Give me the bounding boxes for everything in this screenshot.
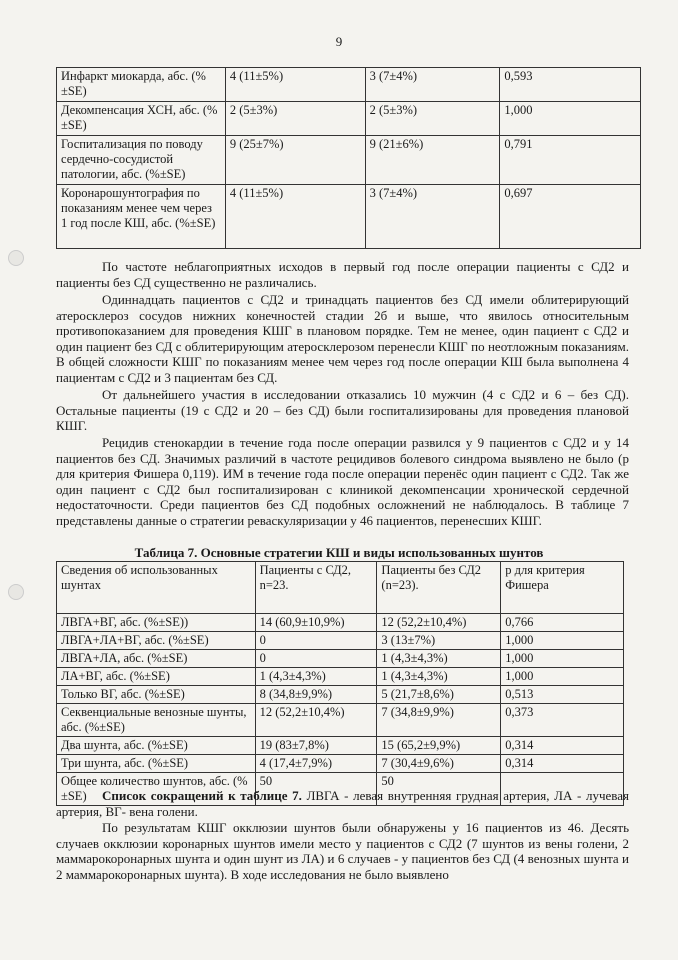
table-cell: 1,000 xyxy=(501,650,624,668)
table-cell: 3 (13±7%) xyxy=(377,632,501,650)
row-label: Декомпенсация ХСН, абс. (%±SE) xyxy=(57,102,226,136)
abbreviation-list xyxy=(56,788,629,819)
table-cell: 15 (65,2±9,9%) xyxy=(377,737,501,755)
table-row xyxy=(57,614,624,632)
table-cell: 7 (30,4±9,6%) xyxy=(377,755,501,773)
table-cell: 9 (25±7%) xyxy=(225,136,365,185)
table-cell: 1,000 xyxy=(501,668,624,686)
table-cell: 4 (11±5%) xyxy=(225,68,365,102)
shunts-table xyxy=(56,561,624,806)
table-cell: 4 (17,4±7,9%) xyxy=(255,755,377,773)
table-cell: 14 (60,9±10,9%) xyxy=(255,614,377,632)
column-header: Пациенты без СД2 (n=23). xyxy=(377,562,501,614)
row-label: Два шунта, абс. (%±SE) xyxy=(57,737,256,755)
table-cell: 12 (52,2±10,4%) xyxy=(377,614,501,632)
column-header: Пациенты с СД2, n=23. xyxy=(255,562,377,614)
row-label: Секвенциальные венозные шунты, абс. (%±SE) xyxy=(57,704,256,737)
table-row xyxy=(57,650,624,668)
table-cell: 2 (5±3%) xyxy=(365,102,500,136)
row-label: Только ВГ, абс. (%±SE) xyxy=(57,686,256,704)
row-label: ЛВГА+ЛА, абс. (%±SE) xyxy=(57,650,256,668)
table-cell: 4 (11±5%) xyxy=(225,185,365,249)
table-cell: 9 (21±6%) xyxy=(365,136,500,185)
table-row xyxy=(57,136,641,185)
table-row xyxy=(57,704,624,737)
table-cell: 0,314 xyxy=(501,737,624,755)
table-cell: 0 xyxy=(255,650,377,668)
table-cell: 0 xyxy=(255,632,377,650)
punch-hole xyxy=(8,250,24,266)
row-label: ЛА+ВГ, абс. (%±SE) xyxy=(57,668,256,686)
paragraph-4: Рецидив стенокардии в течение года после операции развился у 9 пациентов с СД2 и у 14 пациентов без СД. Значимых различий в частоте рецидивов болевого синдрома выявлено не было (p для критерия Фишера 0,119). ИМ в течение года после операции перенёс один пациент с СД2. Так же один пациент с СД2 был госпитализирован с клиникой декомпенсации хронической сердечной недостаточности. Среди пациентов без СД подобных осложнений не наблюдалось. В таблице 7 представлены данные о стратегии реваскуляризации у 46 пациентов, перенесших КШГ. xyxy=(56,435,629,528)
table-7-caption: Таблица 7. Основные стратегии КШ и виды использованных шунтов xyxy=(134,545,544,560)
table-cell: 0,314 xyxy=(501,755,624,773)
table-cell: 0,513 xyxy=(501,686,624,704)
table-row xyxy=(57,185,641,249)
table-cell: 0,373 xyxy=(501,704,624,737)
table-cell: 50 xyxy=(377,773,501,806)
table-cell: 50 xyxy=(255,773,377,806)
table-row xyxy=(57,632,624,650)
abbreviation-text: ЛВГА - левая внутренняя грудная артерия, ЛА - лучевая артерия, ВГ- вена голени. xyxy=(56,788,630,819)
table-row xyxy=(57,737,624,755)
table-cell: 7 (34,8±9,9%) xyxy=(377,704,501,737)
table-cell: 12 (52,2±10,4%) xyxy=(255,704,377,737)
column-header: Сведения об использованных шунтах xyxy=(57,562,256,614)
table-row xyxy=(57,755,624,773)
column-header: p для критерия Фишера xyxy=(501,562,624,614)
paragraph-3: От дальнейшего участия в исследовании отказались 10 мужчин (4 с СД2 и 6 – без СД). Остальные пациенты (19 с СД2 и 20 – без СД) были госпитализированы для проведения плановой КШГ. xyxy=(56,387,629,433)
table-cell: 19 (83±7,8%) xyxy=(255,737,377,755)
table-cell: 1 (4,3±4,3%) xyxy=(377,668,501,686)
table-cell: 0,791 xyxy=(500,136,641,185)
table-cell: 0,697 xyxy=(500,185,641,249)
table-row xyxy=(57,668,624,686)
table-cell: 2 (5±3%) xyxy=(225,102,365,136)
table-cell: 0,593 xyxy=(500,68,641,102)
paragraph-5: По результатам КШГ окклюзии шунтов были обнаружены у 16 пациентов из 46. Десять случаев окклюзии коронарных шунтов имели место у пациентов с СД2 (7 шунтов из вены голени, 2 маммарокоронарных шунта и один шунт из ЛА) и 6 случаев - у пациентов без СД (4 венозных шунта и 2 маммарокоронарных шунта). В ходе исследования не было выявлено xyxy=(56,820,629,882)
table-cell: 3 (7±4%) xyxy=(365,185,500,249)
table-cell: 1 (4,3±4,3%) xyxy=(377,650,501,668)
row-label: Инфаркт миокарда, абс. (%±SE) xyxy=(57,68,226,102)
table-row xyxy=(57,686,624,704)
row-label: Три шунта, абс. (%±SE) xyxy=(57,755,256,773)
paragraph-2: Одиннадцать пациентов с СД2 и тринадцать пациентов без СД имели облитерирующий атеросклероз сосудов нижних конечностей стадии 2б и выше, что явилось относительным противопоказанием для проведения КШГ в плановом порядке. Тем не менее, один пациент с СД2 и один пациент без СД с облитерирующим атеросклерозом перенесли КШГ по неотложным показаниям. В общей сложности КШГ по показаниям менее чем через год после операции КШ была выполнена 4 пациентам с СД2 и 3 пациентам без СД. xyxy=(56,292,629,385)
table-row xyxy=(57,102,641,136)
table-cell: 1,000 xyxy=(501,632,624,650)
row-label: ЛВГА+ВГ, абс. (%±SE)) xyxy=(57,614,256,632)
row-label: Общее количество шунтов, абс. (%±SE) xyxy=(57,773,256,806)
row-label: ЛВГА+ЛА+ВГ, абс. (%±SE) xyxy=(57,632,256,650)
table-cell: 3 (7±4%) xyxy=(365,68,500,102)
table-row xyxy=(57,68,641,102)
outcomes-table xyxy=(56,67,641,249)
row-label: Коронарошунтография по показаниям менее чем через 1 год после КШ, абс. (%±SE) xyxy=(57,185,226,249)
row-label: Госпитализация по поводу сердечно-сосудистой патологии, абс. (%±SE) xyxy=(57,136,226,185)
table-cell: 0,766 xyxy=(501,614,624,632)
page-number: 9 xyxy=(335,34,343,49)
table-cell: 5 (21,7±8,6%) xyxy=(377,686,501,704)
table-cell: 8 (34,8±9,9%) xyxy=(255,686,377,704)
table-header-row xyxy=(57,562,624,614)
punch-hole xyxy=(8,584,24,600)
paragraph-1: По частоте неблагоприятных исходов в первый год после операции пациенты с СД2 и пациенты без СД существенно не различались. xyxy=(56,259,629,290)
abbreviation-title: Список сокращений к таблице 7. xyxy=(102,788,302,803)
table-cell: 1 (4,3±4,3%) xyxy=(255,668,377,686)
table-cell: 1,000 xyxy=(500,102,641,136)
